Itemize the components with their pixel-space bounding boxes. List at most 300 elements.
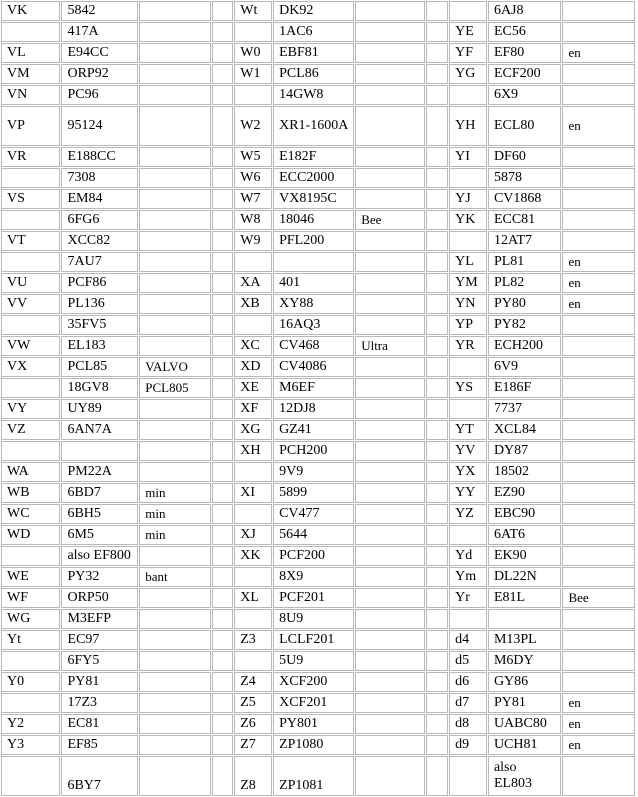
tube-cell: CV468 (273, 336, 354, 356)
note-cell (139, 106, 210, 146)
tube-cell: PL81 (488, 252, 562, 272)
spacer-cell (426, 357, 448, 377)
spacer-cell (426, 735, 448, 755)
note-cell (139, 462, 210, 482)
code-cell: XE (234, 378, 272, 398)
note-cell (355, 609, 425, 629)
code-cell (449, 357, 487, 377)
tube-cell: XCF200 (273, 672, 354, 692)
tube-cell: 16AQ3 (273, 315, 354, 335)
note-cell (355, 22, 425, 42)
spacer-cell (426, 609, 448, 629)
code-cell: d5 (449, 651, 487, 671)
tube-cell: 35FV5 (61, 315, 138, 335)
code-cell: YN (449, 294, 487, 314)
note-cell (355, 588, 425, 608)
tube-cell: EC56 (488, 22, 562, 42)
note-cell (355, 462, 425, 482)
code-cell: XD (234, 357, 272, 377)
note-cell (139, 714, 210, 734)
tube-cell: XY88 (273, 294, 354, 314)
code-cell: VV (1, 294, 60, 314)
spacer-cell (212, 525, 234, 545)
code-cell: YL (449, 252, 487, 272)
spacer-cell (212, 378, 234, 398)
code-cell: VK (1, 1, 60, 21)
table-row (1, 588, 635, 608)
code-cell: YX (449, 462, 487, 482)
spacer-cell (426, 315, 448, 335)
tube-cell: 7AU7 (61, 252, 138, 272)
tube-cell: PCF86 (61, 273, 138, 293)
spacer-cell (212, 609, 234, 629)
tube-cell: also EL803 (488, 756, 562, 796)
spacer-cell (426, 441, 448, 461)
code-cell: W7 (234, 189, 272, 209)
tube-cell: ZP1081 (273, 756, 354, 796)
spacer-cell (426, 43, 448, 63)
spacer-cell (212, 1, 234, 21)
spacer-cell (212, 22, 234, 42)
code-cell (1, 546, 60, 566)
tube-cell: 5842 (61, 1, 138, 21)
table-row (1, 756, 635, 796)
code-cell: XB (234, 294, 272, 314)
code-cell: YR (449, 336, 487, 356)
spacer-cell (212, 106, 234, 146)
table-row (1, 85, 635, 105)
code-cell: d6 (449, 672, 487, 692)
spacer-cell (426, 672, 448, 692)
tube-cell: PCF200 (273, 546, 354, 566)
spacer-cell (212, 672, 234, 692)
note-cell (355, 378, 425, 398)
table-row (1, 525, 635, 545)
tube-cell: E188CC (61, 147, 138, 167)
tube-cell: 6AT6 (488, 525, 562, 545)
spacer-cell (212, 756, 234, 796)
tube-cell: E186F (488, 378, 562, 398)
note-cell (355, 273, 425, 293)
table-row (1, 399, 635, 419)
tube-cell: PCH200 (273, 441, 354, 461)
code-cell: XH (234, 441, 272, 461)
spacer-cell (212, 64, 234, 84)
spacer-cell (212, 735, 234, 755)
note-cell (562, 1, 635, 21)
spacer-cell (212, 294, 234, 314)
note-cell (562, 504, 635, 524)
table-row (1, 231, 635, 251)
note-cell (562, 462, 635, 482)
note-cell (355, 714, 425, 734)
note-cell (355, 504, 425, 524)
note-cell (562, 567, 635, 587)
code-cell: d4 (449, 630, 487, 650)
code-cell: VT (1, 231, 60, 251)
tube-cell: DK92 (273, 1, 354, 21)
spacer-cell (426, 693, 448, 713)
spacer-cell (426, 294, 448, 314)
tube-cell: VX8195C (273, 189, 354, 209)
note-cell (562, 651, 635, 671)
tube-cell: LCLF201 (273, 630, 354, 650)
spacer-cell (426, 378, 448, 398)
note-cell (562, 525, 635, 545)
tube-cell: EM84 (61, 189, 138, 209)
spacer-cell (426, 336, 448, 356)
note-cell (139, 672, 210, 692)
tube-cell: CV4086 (273, 357, 354, 377)
code-cell: VZ (1, 420, 60, 440)
tube-cell: 6AN7A (61, 420, 138, 440)
tube-cell: 18502 (488, 462, 562, 482)
note-cell (355, 651, 425, 671)
code-cell (449, 1, 487, 21)
code-cell (449, 609, 487, 629)
tube-cell (273, 252, 354, 272)
tube-cell: 5878 (488, 168, 562, 188)
code-cell: d9 (449, 735, 487, 755)
tube-cell: EZ90 (488, 483, 562, 503)
note-cell (355, 441, 425, 461)
note-cell (355, 756, 425, 796)
note-cell (139, 651, 210, 671)
table-row (1, 336, 635, 356)
code-cell (234, 315, 272, 335)
note-cell (562, 231, 635, 251)
tube-cell: XCC82 (61, 231, 138, 251)
tube-cell: 18GV8 (61, 378, 138, 398)
spacer-cell (426, 630, 448, 650)
note-cell (562, 546, 635, 566)
spacer-cell (426, 504, 448, 524)
tube-cell: ECF200 (488, 64, 562, 84)
tube-cell: PY32 (61, 567, 138, 587)
code-cell: YM (449, 273, 487, 293)
table-row (1, 462, 635, 482)
tube-cell: 7737 (488, 399, 562, 419)
tube-cell: PFL200 (273, 231, 354, 251)
table-row (1, 147, 635, 167)
spacer-cell (212, 231, 234, 251)
tube-cell: PY801 (273, 714, 354, 734)
note-cell (355, 231, 425, 251)
code-cell: WF (1, 588, 60, 608)
table-row (1, 693, 635, 713)
table-row (1, 357, 635, 377)
note-cell (355, 64, 425, 84)
code-cell (234, 651, 272, 671)
spacer-cell (212, 546, 234, 566)
tube-cell: PY80 (488, 294, 562, 314)
spacer-cell (212, 630, 234, 650)
note-cell (562, 420, 635, 440)
tube-cell: 5644 (273, 525, 354, 545)
tube-cell: ORP50 (61, 588, 138, 608)
spacer-cell (212, 273, 234, 293)
note-cell: en (562, 714, 635, 734)
note-cell (355, 735, 425, 755)
note-cell (139, 168, 210, 188)
spacer-cell (426, 756, 448, 796)
note-cell: min (139, 525, 210, 545)
code-cell: VW (1, 336, 60, 356)
code-cell: W2 (234, 106, 272, 146)
code-cell: W8 (234, 210, 272, 230)
code-cell (1, 168, 60, 188)
spacer-cell (212, 43, 234, 63)
tube-cell: EL183 (61, 336, 138, 356)
note-cell (355, 43, 425, 63)
spacer-cell (426, 567, 448, 587)
tube-cell: CV477 (273, 504, 354, 524)
code-cell: XI (234, 483, 272, 503)
spacer-cell (212, 588, 234, 608)
note-cell (355, 483, 425, 503)
code-cell (1, 441, 60, 461)
note-cell (139, 693, 210, 713)
tube-cell: DL22N (488, 567, 562, 587)
code-cell (449, 525, 487, 545)
tube-cell: 6V9 (488, 357, 562, 377)
code-cell: VU (1, 273, 60, 293)
spacer-cell (212, 315, 234, 335)
code-cell (449, 756, 487, 796)
code-cell: YG (449, 64, 487, 84)
note-cell (562, 315, 635, 335)
spacer-cell (212, 336, 234, 356)
note-cell: PCL805 (139, 378, 210, 398)
note-cell (355, 672, 425, 692)
note-cell (562, 85, 635, 105)
note-cell (139, 588, 210, 608)
tube-cell: 417A (61, 22, 138, 42)
note-cell (139, 147, 210, 167)
code-cell: VN (1, 85, 60, 105)
table-row (1, 504, 635, 524)
note-cell (355, 168, 425, 188)
code-cell: Y0 (1, 672, 60, 692)
spacer-cell (212, 210, 234, 230)
note-cell (562, 147, 635, 167)
spacer-cell (426, 210, 448, 230)
code-cell: YS (449, 378, 487, 398)
code-cell: WA (1, 462, 60, 482)
note-cell (139, 64, 210, 84)
tube-cell: 8X9 (273, 567, 354, 587)
spacer-cell (426, 85, 448, 105)
note-cell: min (139, 504, 210, 524)
spacer-cell (426, 231, 448, 251)
tube-cell: EK90 (488, 546, 562, 566)
note-cell (562, 336, 635, 356)
spacer-cell (426, 420, 448, 440)
code-cell: XL (234, 588, 272, 608)
code-cell: YF (449, 43, 487, 63)
code-cell: YK (449, 210, 487, 230)
tube-cell: 12AT7 (488, 231, 562, 251)
tube-cell: EF80 (488, 43, 562, 63)
code-cell (234, 504, 272, 524)
tube-cell: CV1868 (488, 189, 562, 209)
note-cell (562, 189, 635, 209)
code-cell: Yr (449, 588, 487, 608)
code-cell: YV (449, 441, 487, 461)
note-cell (355, 357, 425, 377)
note-cell: min (139, 483, 210, 503)
code-cell: VL (1, 43, 60, 63)
spacer-cell (426, 168, 448, 188)
note-cell: en (562, 252, 635, 272)
note-cell (355, 1, 425, 21)
spacer-cell (426, 22, 448, 42)
note-cell (139, 630, 210, 650)
code-cell (1, 210, 60, 230)
code-cell: XA (234, 273, 272, 293)
code-cell (1, 651, 60, 671)
spacer-cell (212, 85, 234, 105)
tube-cell: E94CC (61, 43, 138, 63)
code-cell: XG (234, 420, 272, 440)
tube-cell: ECL80 (488, 106, 562, 146)
note-cell (139, 336, 210, 356)
code-cell (449, 85, 487, 105)
code-cell: YT (449, 420, 487, 440)
note-cell (355, 189, 425, 209)
note-cell (139, 85, 210, 105)
code-cell: YI (449, 147, 487, 167)
code-cell: Y3 (1, 735, 60, 755)
code-cell: XC (234, 336, 272, 356)
code-cell: W9 (234, 231, 272, 251)
code-cell (234, 609, 272, 629)
spacer-cell (212, 651, 234, 671)
code-cell: VS (1, 189, 60, 209)
spacer-cell (426, 273, 448, 293)
spacer-cell (212, 504, 234, 524)
code-cell (1, 693, 60, 713)
note-cell: Bee (562, 588, 635, 608)
tube-cell: ECC2000 (273, 168, 354, 188)
tube-cell: 18046 (273, 210, 354, 230)
note-cell (562, 672, 635, 692)
tube-cell: 6M5 (61, 525, 138, 545)
spacer-cell (426, 252, 448, 272)
note-cell (139, 189, 210, 209)
code-cell: VP (1, 106, 60, 146)
spacer-cell (426, 1, 448, 21)
spacer-cell (212, 441, 234, 461)
tube-cell: EC97 (61, 630, 138, 650)
tube-cell: 6AJ8 (488, 1, 562, 21)
tube-cell: GY86 (488, 672, 562, 692)
code-cell (234, 85, 272, 105)
table-row (1, 64, 635, 84)
note-cell (355, 294, 425, 314)
tube-cell: PY82 (488, 315, 562, 335)
tube-cell: 1AC6 (273, 22, 354, 42)
code-cell (1, 378, 60, 398)
spacer-cell (212, 399, 234, 419)
table-row (1, 378, 635, 398)
code-cell (234, 22, 272, 42)
tube-cell: PCL85 (61, 357, 138, 377)
tube-cell: ZP1080 (273, 735, 354, 755)
note-cell: en (562, 43, 635, 63)
note-cell (355, 252, 425, 272)
tube-cell: EBC90 (488, 504, 562, 524)
spacer-cell (426, 546, 448, 566)
tube-cell: E81L (488, 588, 562, 608)
note-cell: bant (139, 567, 210, 587)
tube-cell: XCL84 (488, 420, 562, 440)
note-cell: VALVO (139, 357, 210, 377)
note-cell (355, 567, 425, 587)
note-cell (562, 357, 635, 377)
tube-cell: DF60 (488, 147, 562, 167)
spacer-cell (426, 399, 448, 419)
table-row (1, 106, 635, 146)
table-row (1, 630, 635, 650)
note-cell (355, 147, 425, 167)
table-row (1, 210, 635, 230)
table-row (1, 22, 635, 42)
note-cell: en (562, 693, 635, 713)
spacer-cell (212, 693, 234, 713)
tube-cell: XR1-1600A (273, 106, 354, 146)
note-cell (355, 85, 425, 105)
code-cell: WG (1, 609, 60, 629)
note-cell (355, 399, 425, 419)
tube-cell: 8U9 (273, 609, 354, 629)
code-cell (449, 231, 487, 251)
code-cell: YH (449, 106, 487, 146)
code-cell: W6 (234, 168, 272, 188)
note-cell (139, 252, 210, 272)
tube-cell: M6DY (488, 651, 562, 671)
tube-cell: 14GW8 (273, 85, 354, 105)
note-cell (139, 546, 210, 566)
table-row (1, 735, 635, 755)
code-cell: Yd (449, 546, 487, 566)
code-cell (234, 462, 272, 482)
note-cell (355, 525, 425, 545)
tube-cell: UY89 (61, 399, 138, 419)
code-cell: Ym (449, 567, 487, 587)
tube-cell: PCF201 (273, 588, 354, 608)
code-cell: Yt (1, 630, 60, 650)
tube-cell: 6FY5 (61, 651, 138, 671)
tube-cell: PC96 (61, 85, 138, 105)
table-row (1, 252, 635, 272)
note-cell (355, 420, 425, 440)
spacer-cell (426, 525, 448, 545)
spacer-cell (212, 189, 234, 209)
spacer-cell (212, 420, 234, 440)
table-row (1, 441, 635, 461)
code-cell: YP (449, 315, 487, 335)
spacer-cell (426, 714, 448, 734)
code-cell: XF (234, 399, 272, 419)
code-cell (234, 252, 272, 272)
code-cell (1, 756, 60, 796)
spacer-cell (426, 588, 448, 608)
code-cell: Wt (234, 1, 272, 21)
note-cell (139, 420, 210, 440)
tube-cell: PCL86 (273, 64, 354, 84)
tube-cell: also EF800 (61, 546, 138, 566)
